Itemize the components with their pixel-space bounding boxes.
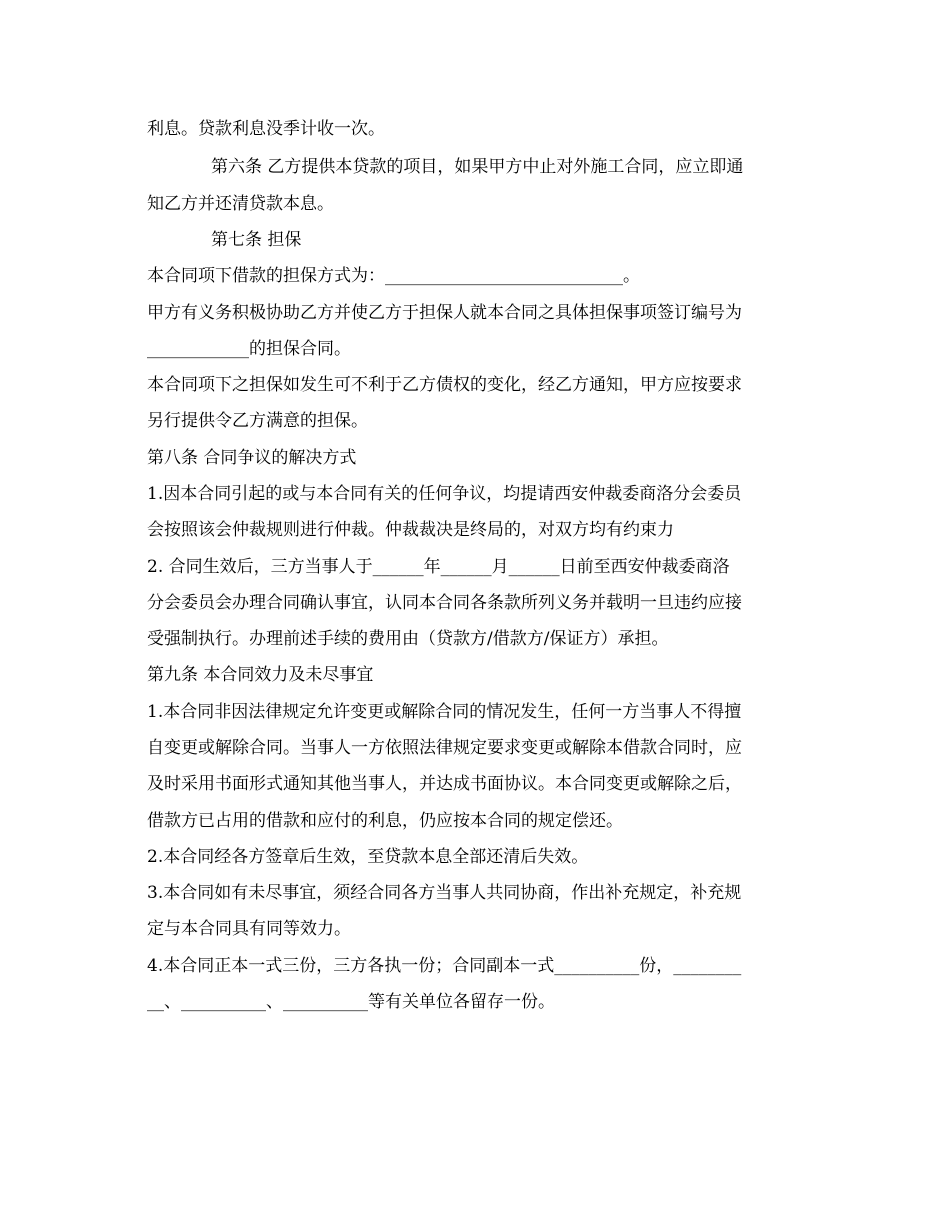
- text-line: 另行提供令乙方满意的担保。: [147, 411, 368, 431]
- article-9-heading: 第九条 本合同效力及未尽事宜: [147, 665, 374, 685]
- text-line: 利息。贷款利息没季计收一次。: [147, 119, 385, 139]
- text-line: 定与本合同具有同等效力。: [147, 919, 351, 939]
- text-line: 借款方已占用的借款和应付的利息，仍应按本合同的规定偿还。: [147, 811, 623, 831]
- text-line: 甲方有义务积极协助乙方并使乙方于担保人就本合同之具体担保事项签订编号为: [147, 303, 742, 323]
- text-line: 知乙方并还清贷款本息。: [147, 194, 334, 214]
- text-line: ____________的担保合同。: [147, 339, 351, 359]
- text-line: 会按照该会仲裁规则进行仲裁。仲裁裁决是终局的，对双方均有约束力: [147, 520, 674, 540]
- article-7-heading: 第七条 担保: [211, 230, 302, 250]
- text-line: 1.因本合同引起的或与本合同有关的任何争议，均提请西安仲裁委商洛分会委员: [147, 484, 742, 504]
- text-line: 自变更或解除合同。当事人一方依照法律规定要求变更或解除本借款合同时，应: [147, 738, 742, 758]
- article-6-line: 第六条 乙方提供本贷款的项目，如果甲方中止对外施工合同，应立即通: [211, 157, 744, 177]
- text-line: 3.本合同如有未尽事宜，须经合同各方当事人共同协商，作出补充规定，补充规: [147, 883, 742, 903]
- text-line: 分会委员会办理合同确认事宜，认同本合同各条款所列义务并载明一旦违约应接: [147, 593, 742, 613]
- text-line: 1.本合同非因法律规定允许变更或解除合同的情况发生，任何一方当事人不得擅: [147, 702, 742, 722]
- text-line: 4.本合同正本一式三份，三方各执一份；合同副本一式__________份，________: [147, 956, 742, 976]
- text-line: 2.本合同经各方签章后生效，至贷款本息全部还清后失效。: [147, 847, 589, 867]
- text-line: 2. 合同生效后，三方当事人于______年______月______日前至西安仲裁委商洛: [147, 557, 730, 577]
- text-line: 本合同项下之担保如发生可不利于乙方债权的变化，经乙方通知，甲方应按要求: [147, 375, 742, 395]
- text-line: __、__________、__________等有关单位各留存一份。: [147, 992, 555, 1012]
- text-line: 及时采用书面形式通知其他当事人，并达成书面协议。本合同变更或解除之后，: [147, 774, 742, 794]
- text-line: 受强制执行。办理前述手续的费用由（贷款方/借款方/保证方）承担。: [147, 629, 669, 649]
- article-8-heading: 第八条 合同争议的解决方式: [147, 448, 357, 468]
- text-line: 本合同项下借款的担保方式为：____________________________。: [147, 266, 640, 286]
